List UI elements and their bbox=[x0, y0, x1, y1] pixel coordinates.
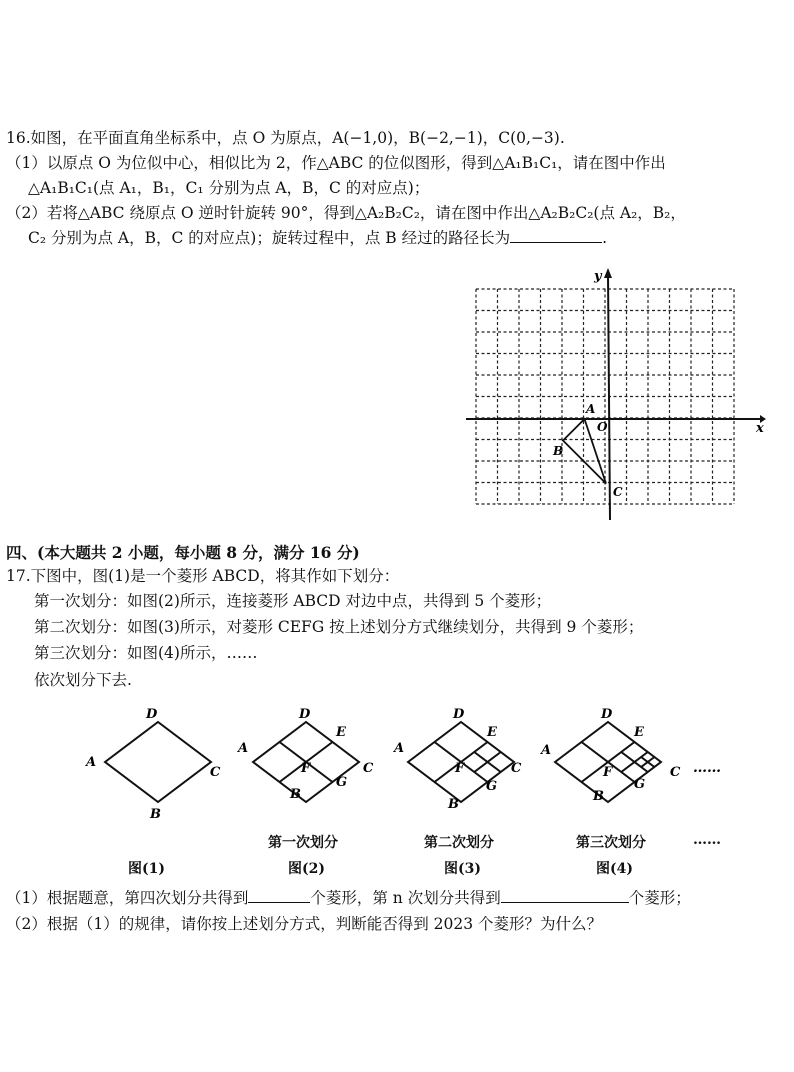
rhombus-figures bbox=[0, 700, 794, 830]
point-c-label: C bbox=[613, 485, 623, 499]
x-axis-label: x bbox=[756, 421, 764, 436]
q16-part1-line2: △A₁B₁C₁(点 A₁，B₁，C₁ 分别为点 A，B，C 的对应点)； bbox=[28, 179, 430, 197]
fig4-label-e: E bbox=[634, 725, 644, 740]
fig4-label-c: C bbox=[670, 765, 681, 780]
fig4-label-f: F bbox=[603, 765, 613, 780]
q17-ask1-text-b: 个菱形，第 n 次划分共得到 bbox=[310, 889, 501, 907]
q16-part2-line1: （2）若将△ABC 绕原点 O 逆时针旋转 90°，得到△A₂B₂C₂，请在图中作出△A₂B₂C₂(点 A₂，B₂， bbox=[6, 204, 686, 222]
q16-part2-line2 bbox=[28, 228, 607, 248]
origin-label: O bbox=[597, 420, 608, 434]
fig2-label-e: E bbox=[336, 725, 346, 740]
q16-stem: 16.如图，在平面直角坐标系中，点 O 为原点，A(−1,0)，B(−2,−1)，C(0,−3). bbox=[6, 129, 565, 147]
q17-ask2: （2）根据（1）的规律，请你按上述划分方式，判断能否得到 2023 个菱形？为什么？ bbox=[6, 915, 603, 933]
q16-part1-line1: （1）以原点 O 为位似中心，相似比为 2，作△ABC 的位似图形，得到△A₁B₁C₁，请在图中作出 bbox=[6, 154, 666, 172]
caption-figure-2: 图(2) bbox=[288, 861, 325, 877]
q16-part2-period: . bbox=[602, 229, 608, 247]
q16-part2-line2-text: C₂ 分别为点 A，B，C 的对应点)；旋转过程中，点 B 经过的路径长为 bbox=[28, 229, 511, 247]
coordinate-grid-figure bbox=[460, 266, 770, 522]
answer-blank-fourth-division[interactable] bbox=[248, 888, 310, 903]
answer-blank-path-length[interactable] bbox=[510, 228, 602, 243]
fig1-label-a: A bbox=[86, 755, 97, 770]
q17-ask1-text-a: （1）根据题意，第四次划分共得到 bbox=[6, 889, 249, 907]
fig2-label-a: A bbox=[238, 741, 249, 756]
fig2-label-c: C bbox=[363, 761, 374, 776]
fig1-label-b: B bbox=[150, 807, 161, 822]
division-label-2: 第二次划分 bbox=[424, 835, 494, 851]
division-label-3: 第三次划分 bbox=[576, 835, 646, 851]
figures-ellipsis: …… bbox=[693, 760, 721, 776]
fig2-label-b: B bbox=[290, 787, 301, 802]
fig3-label-e: E bbox=[487, 725, 497, 740]
figure-1-rhombus bbox=[105, 722, 211, 802]
fig3-label-g: G bbox=[486, 779, 498, 794]
q17-step3: 第三次划分：如图(4)所示，…… bbox=[34, 644, 258, 662]
division-label-1: 第一次划分 bbox=[268, 835, 338, 851]
division-ellipsis: …… bbox=[693, 832, 721, 848]
fig3-label-f: F bbox=[455, 761, 465, 776]
caption-figure-4: 图(4) bbox=[596, 861, 633, 877]
caption-figure-3: 图(3) bbox=[444, 861, 481, 877]
q17-ask1 bbox=[6, 888, 691, 908]
point-b-label: B bbox=[553, 444, 564, 458]
fig1-label-d: D bbox=[146, 707, 158, 722]
y-axis-arrow-icon bbox=[604, 268, 612, 278]
q17-ask1-text-c: 个菱形； bbox=[628, 889, 691, 907]
caption-figure-1: 图(1) bbox=[128, 861, 165, 877]
section-4-heading: 四、(本大题共 2 小题，每小题 8 分，满分 16 分) bbox=[6, 543, 360, 562]
fig2-label-d: D bbox=[299, 707, 311, 722]
grid-lines bbox=[476, 289, 734, 504]
q17-stem: 17.下图中，图(1)是一个菱形 ABCD，将其作如下划分： bbox=[6, 567, 400, 585]
fig4-label-d: D bbox=[601, 707, 613, 722]
fig4-label-a: A bbox=[541, 743, 552, 758]
fig3-label-b: B bbox=[448, 797, 459, 812]
fig4-label-g: G bbox=[634, 777, 646, 792]
answer-blank-nth-division[interactable] bbox=[501, 888, 629, 903]
fig3-label-a: A bbox=[394, 741, 405, 756]
fig4-label-b: B bbox=[593, 789, 604, 804]
q17-step4: 依次划分下去. bbox=[34, 671, 132, 689]
point-a-label: A bbox=[586, 402, 596, 416]
y-axis-label: y bbox=[594, 269, 602, 284]
q17-step1: 第一次划分：如图(2)所示，连接菱形 ABCD 对边中点，共得到 5 个菱形； bbox=[34, 592, 552, 610]
fig1-label-c: C bbox=[210, 765, 221, 780]
fig2-label-g: G bbox=[336, 775, 348, 790]
fig3-label-d: D bbox=[453, 707, 465, 722]
fig2-label-f: F bbox=[301, 761, 311, 776]
fig3-label-c: C bbox=[511, 761, 522, 776]
q17-step2: 第二次划分：如图(3)所示，对菱形 CEFG 按上述划分方式继续划分，共得到 9 个菱形； bbox=[34, 618, 644, 636]
